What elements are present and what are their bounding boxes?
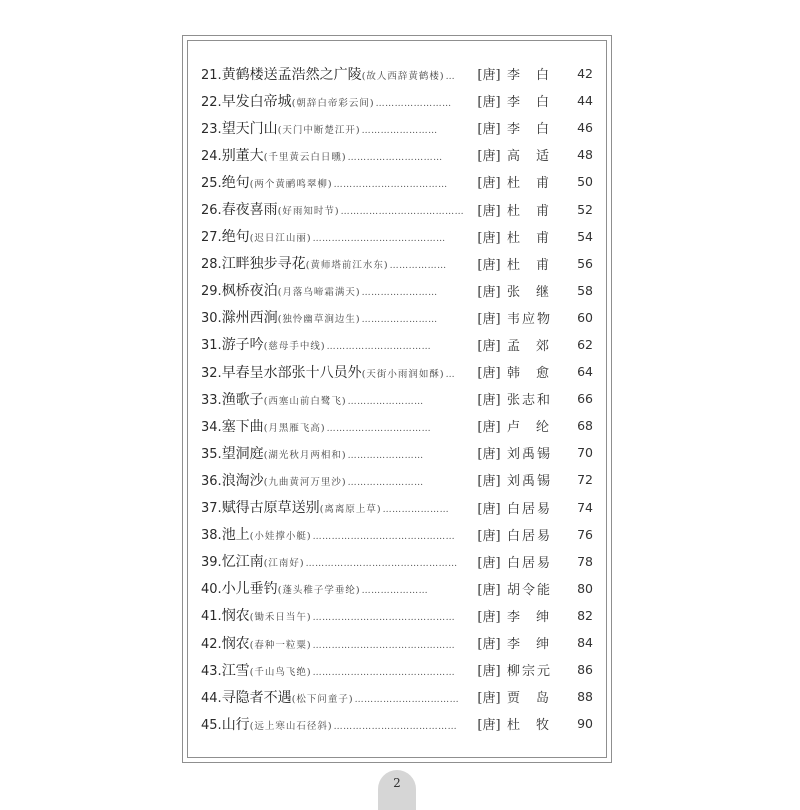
toc-entry-title-group (201, 443, 471, 463)
toc-entry[interactable] (201, 114, 593, 141)
page-ref: 42 (577, 66, 593, 82)
toc-entry[interactable] (201, 87, 593, 114)
leader-dots: ……………………………………… (312, 640, 456, 651)
leader-dots: ……………………………………… (312, 532, 456, 543)
page-ref: 48 (577, 147, 593, 163)
poem-first-line: (蓬头稚子学垂纶) (277, 585, 361, 597)
dynasty-label: [唐] (477, 68, 501, 84)
dynasty-label: [唐] (477, 230, 501, 246)
toc-entry-title-group (201, 172, 471, 192)
dynasty-label: [唐] (477, 338, 501, 354)
entry-number: 45. (201, 717, 222, 733)
page-ref: 78 (577, 553, 593, 569)
toc-entry[interactable] (201, 168, 593, 195)
poem-first-line: (迟日江山丽) (249, 233, 312, 245)
entry-number: 44. (201, 690, 222, 706)
entry-number: 32. (201, 365, 222, 381)
poem-first-line: (天门中断楚江开) (277, 124, 361, 136)
entry-number: 23. (201, 121, 222, 137)
poem-title: 塞下曲 (221, 418, 264, 435)
toc-entry-title-group (201, 497, 471, 517)
entry-number: 39. (201, 555, 222, 571)
toc-entry-title-group (201, 91, 471, 111)
poem-title: 小儿垂钓 (221, 581, 278, 598)
toc-entry[interactable] (201, 331, 593, 358)
page-ref: 84 (577, 635, 593, 651)
toc-entry[interactable] (201, 575, 593, 602)
page-ref: 66 (577, 391, 593, 407)
entry-number: 33. (201, 392, 222, 408)
poem-title: 春夜喜雨 (221, 202, 278, 219)
poem-first-line: (慈母手中线) (263, 341, 326, 353)
dynasty-label: [唐] (477, 420, 501, 436)
dynasty-label: [唐] (477, 393, 501, 409)
toc-entry[interactable] (201, 141, 593, 168)
poem-first-line: (独怜幽草涧边生) (277, 314, 361, 326)
poem-title: 望天门山 (221, 120, 278, 137)
leader-dots: ………………………………………… (305, 559, 458, 570)
toc-entry-title-group (201, 687, 471, 707)
leader-dots: …………………………… (354, 694, 460, 705)
dynasty-label: [唐] (477, 718, 501, 734)
poem-title: 浪淘沙 (221, 472, 264, 489)
author-name: 张志和 (507, 393, 553, 409)
dynasty-label: [唐] (477, 447, 501, 463)
poem-title: 悯农 (221, 608, 250, 625)
author-name: 高适 (507, 149, 566, 165)
page-ref: 70 (577, 445, 593, 461)
toc-entry-title-group (201, 551, 471, 571)
leader-dots: ……………… (389, 261, 447, 272)
page-ref: 46 (577, 120, 593, 136)
poem-title: 早春呈水部张十八员外 (221, 364, 362, 381)
poem-title: 别董大 (221, 147, 264, 164)
toc-entry[interactable] (201, 683, 593, 710)
toc-entry[interactable] (201, 629, 593, 656)
toc-entry[interactable] (201, 195, 593, 222)
toc-entry[interactable] (201, 439, 593, 466)
leader-dots: ……………………………… (333, 179, 448, 190)
author-name: 白居易 (507, 501, 553, 517)
leader-dots: ………………………………… (333, 721, 458, 732)
dynasty-label: [唐] (477, 122, 501, 138)
toc-entry-title-group (201, 253, 471, 273)
page-number-tab (378, 770, 416, 810)
toc-entry-title-group (201, 470, 471, 490)
poem-first-line: (小娃撑小艇) (249, 531, 312, 543)
leader-dots: …………………… (347, 450, 424, 461)
dynasty-label: [唐] (477, 311, 501, 327)
poem-title: 枫桥夜泊 (221, 283, 278, 300)
poem-first-line: (天街小雨润如酥) (361, 368, 445, 380)
poem-first-line: (锄禾日当午) (249, 612, 312, 624)
page-number: 2 (393, 776, 401, 790)
author-name: 白居易 (507, 528, 553, 544)
toc-entry[interactable] (201, 60, 593, 87)
page-ref: 52 (577, 201, 593, 217)
toc-entry[interactable] (201, 277, 593, 304)
author-name: 张继 (507, 284, 566, 300)
toc-entry-title-group (201, 660, 471, 680)
poem-title: 寻隐者不遇 (221, 689, 292, 706)
entry-number: 29. (201, 284, 222, 300)
poem-first-line: (好雨知时节) (277, 206, 340, 218)
author-name: 李绅 (507, 609, 566, 625)
poem-title: 渔歌子 (221, 391, 264, 408)
poem-first-line: (月落乌啼霜满天) (277, 287, 361, 299)
leader-dots: …………………… (347, 396, 424, 407)
toc-entry-title-group (201, 118, 471, 138)
page-ref: 44 (577, 93, 593, 109)
dynasty-label: [唐] (477, 474, 501, 490)
leader-dots: …………………… (361, 315, 438, 326)
entry-number: 30. (201, 311, 222, 327)
toc-entry-title-group (201, 633, 471, 653)
poem-first-line: (千里黄云白日曛) (263, 151, 347, 163)
poem-title: 江雪 (221, 662, 250, 679)
leader-dots: ……………………………………… (312, 667, 456, 678)
entry-number: 21. (201, 67, 222, 83)
poem-title: 池上 (221, 527, 250, 544)
toc-entry-title-group (201, 334, 471, 354)
page-ref: 82 (577, 607, 593, 623)
dynasty-label: [唐] (477, 366, 501, 382)
author-name: 柳宗元 (507, 664, 553, 680)
author-name: 孟郊 (507, 338, 566, 354)
toc-entry-title-group (201, 524, 471, 544)
poem-first-line: (湖光秋月两相和) (263, 449, 347, 461)
leader-dots: ………………… (382, 505, 450, 516)
entry-number: 37. (201, 501, 222, 517)
dynasty-label: [唐] (477, 582, 501, 598)
poem-title: 悯农 (221, 635, 250, 652)
dynasty-label: [唐] (477, 691, 501, 707)
poem-first-line: (离离原上草) (319, 504, 382, 516)
toc-entry-title-group (201, 145, 471, 165)
author-name: 李绅 (507, 637, 566, 653)
poem-first-line: (两个黄鹂鸣翠柳) (249, 178, 333, 190)
dynasty-label: [唐] (477, 257, 501, 273)
dynasty-label: [唐] (477, 637, 501, 653)
entry-number: 40. (201, 582, 222, 598)
entry-number: 24. (201, 148, 222, 164)
page-ref: 88 (577, 689, 593, 705)
author-name: 胡令能 (507, 582, 553, 598)
page-ref: 64 (577, 364, 593, 380)
leader-dots: …………………… (347, 477, 424, 488)
toc-entry[interactable] (201, 602, 593, 629)
entry-number: 41. (201, 609, 222, 625)
toc-entry-title-group (201, 578, 471, 598)
page-ref: 68 (577, 418, 593, 434)
poem-title: 早发白帝城 (221, 93, 292, 110)
poem-title: 望洞庭 (221, 445, 264, 462)
leader-dots: ………………… (361, 586, 429, 597)
toc-entry-title-group (201, 362, 471, 382)
author-name: 杜牧 (507, 718, 566, 734)
leader-dots: ………………………… (347, 152, 443, 163)
poem-title: 游子吟 (221, 337, 264, 354)
leader-dots: …………………………… (326, 423, 432, 434)
leader-dots: … (445, 369, 456, 380)
poem-first-line: (远上寒山石径斜) (249, 720, 333, 732)
author-name: 卢纶 (507, 420, 566, 436)
toc-entry-title-group (201, 64, 471, 84)
author-name: 杜甫 (507, 203, 566, 219)
toc-entry[interactable] (201, 656, 593, 683)
toc-entry-title-group (201, 605, 471, 625)
author-name: 杜甫 (507, 176, 566, 192)
toc-entry-title-group (201, 226, 471, 246)
toc-entry[interactable] (201, 494, 593, 521)
entry-number: 43. (201, 663, 222, 679)
toc-entry-title-group (201, 714, 471, 734)
poem-title: 黄鹤楼送孟浩然之广陵 (221, 66, 362, 83)
table-of-contents (201, 60, 593, 737)
leader-dots: …………………… (361, 288, 438, 299)
page-ref: 80 (577, 580, 593, 596)
poem-first-line: (西塞山前白鹭飞) (263, 395, 347, 407)
toc-entry[interactable] (201, 304, 593, 331)
entry-number: 26. (201, 203, 222, 219)
toc-entry[interactable] (201, 466, 593, 493)
toc-entry[interactable] (201, 548, 593, 575)
dynasty-label: [唐] (477, 149, 501, 165)
author-name: 杜甫 (507, 257, 566, 273)
entry-number: 42. (201, 636, 222, 652)
poem-first-line: (朝辞白帝彩云间) (291, 97, 375, 109)
author-name: 李白 (507, 95, 566, 111)
poem-title: 忆江南 (221, 554, 264, 571)
poem-first-line: (江南好) (263, 558, 305, 570)
author-name: 韩愈 (507, 366, 566, 382)
toc-entry-title-group (201, 307, 471, 327)
poem-title: 山行 (221, 716, 250, 733)
leader-dots: … (445, 71, 456, 82)
poem-first-line: (月黑雁飞高) (263, 422, 326, 434)
entry-number: 28. (201, 257, 222, 273)
leader-dots: …………………………… (326, 342, 432, 353)
toc-entry-title-group (201, 389, 471, 409)
entry-number: 35. (201, 446, 222, 462)
poem-first-line: (九曲黄河万里沙) (263, 476, 347, 488)
author-name: 李白 (507, 122, 566, 138)
toc-entry[interactable] (201, 250, 593, 277)
author-name: 李白 (507, 68, 566, 84)
dynasty-label: [唐] (477, 555, 501, 571)
poem-first-line: (春种一粒粟) (249, 639, 312, 651)
toc-entry[interactable] (201, 412, 593, 439)
author-name: 刘禹锡 (507, 474, 553, 490)
entry-number: 31. (201, 338, 222, 354)
author-name: 白居易 (507, 555, 553, 571)
entry-number: 36. (201, 473, 222, 489)
entry-number: 38. (201, 528, 222, 544)
poem-title: 赋得古原草送别 (221, 500, 320, 517)
page-ref: 76 (577, 526, 593, 542)
leader-dots: …………………… (375, 98, 452, 109)
poem-title: 绝句 (221, 229, 250, 246)
dynasty-label: [唐] (477, 609, 501, 625)
entry-number: 25. (201, 175, 222, 191)
toc-entry-title-group (201, 416, 471, 436)
page-ref: 50 (577, 174, 593, 190)
author-name: 贾岛 (507, 691, 566, 707)
dynasty-label: [唐] (477, 95, 501, 111)
dynasty-label: [唐] (477, 203, 501, 219)
poem-title: 滁州西涧 (221, 310, 278, 327)
dynasty-label: [唐] (477, 284, 501, 300)
page-ref: 74 (577, 499, 593, 515)
page-ref: 72 (577, 472, 593, 488)
page-ref: 86 (577, 662, 593, 678)
toc-entry[interactable] (201, 358, 593, 385)
author-name: 韦应物 (507, 311, 553, 327)
toc-entry[interactable] (201, 521, 593, 548)
poem-first-line: (松下问童子) (291, 693, 354, 705)
toc-entry[interactable] (201, 385, 593, 412)
page-ref: 54 (577, 228, 593, 244)
entry-number: 34. (201, 419, 222, 435)
poem-title: 绝句 (221, 174, 250, 191)
leader-dots: ……………………………………… (312, 613, 456, 624)
dynasty-label: [唐] (477, 528, 501, 544)
page-ref: 58 (577, 282, 593, 298)
poem-first-line: (黄师塔前江水东) (305, 260, 389, 272)
page-ref: 62 (577, 336, 593, 352)
page-ref: 90 (577, 716, 593, 732)
author-name: 杜甫 (507, 230, 566, 246)
toc-entry[interactable] (201, 710, 593, 737)
toc-entry[interactable] (201, 223, 593, 250)
leader-dots: …………………… (361, 125, 438, 136)
toc-entry-title-group (201, 280, 471, 300)
leader-dots: …………………………………… (312, 234, 446, 245)
page-ref: 56 (577, 255, 593, 271)
dynasty-label: [唐] (477, 501, 501, 517)
page-ref: 60 (577, 309, 593, 325)
leader-dots: ………………………………… (340, 207, 465, 218)
dynasty-label: [唐] (477, 664, 501, 680)
poem-first-line: (千山鸟飞绝) (249, 666, 312, 678)
dynasty-label: [唐] (477, 176, 501, 192)
entry-number: 22. (201, 94, 222, 110)
poem-title: 江畔独步寻花 (221, 256, 306, 273)
author-name: 刘禹锡 (507, 447, 553, 463)
toc-entry-title-group (201, 199, 471, 219)
entry-number: 27. (201, 230, 222, 246)
poem-first-line: (故人西辞黄鹤楼) (361, 70, 445, 82)
